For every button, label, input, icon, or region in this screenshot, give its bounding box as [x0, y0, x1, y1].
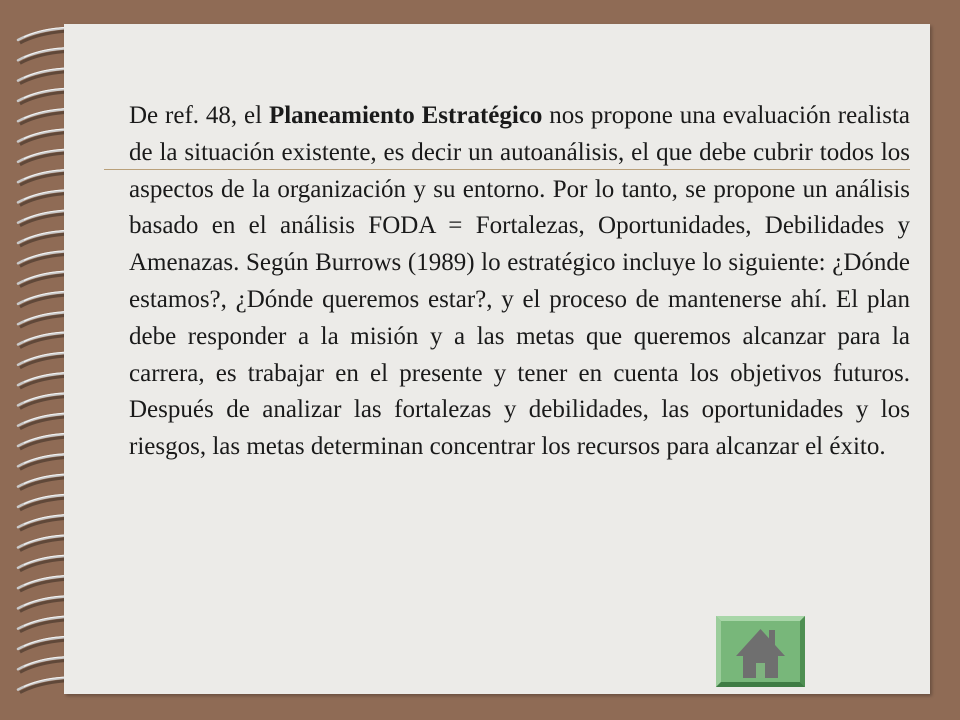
home-button[interactable] [716, 616, 805, 687]
body-paragraph [129, 98, 910, 466]
bold-term: Planeamiento Estratégico [268, 102, 543, 129]
intro-text: De ref. 48, el [129, 102, 269, 129]
body-text: nos propone una evaluación realista de la situación existente, es decir un autoanálisis, el que debe cubrir todos los aspectos de la organización y su entorno. Por lo tanto, se propone un análisis basado en el análisis FODA = Fortalezas, Oportunidades, Debilidades y Amenazas. Según Burrows (1989) lo estratégico incluye lo siguiente: ¿Dónde estamos?, ¿Dónde queremos estar?, y el proceso de mantenerse ahí. El plan debe responder a la misión y a las metas que queremos alcanzar para la carrera, es trabajar en el presente y tener en cuenta los objetivos futuros. Después de analizar las fortalezas y debilidades, las oportunidades y los riesgos, las metas determinan concentrar los recursos para alcanzar el éxito. [129, 102, 910, 461]
home-icon [716, 616, 805, 687]
